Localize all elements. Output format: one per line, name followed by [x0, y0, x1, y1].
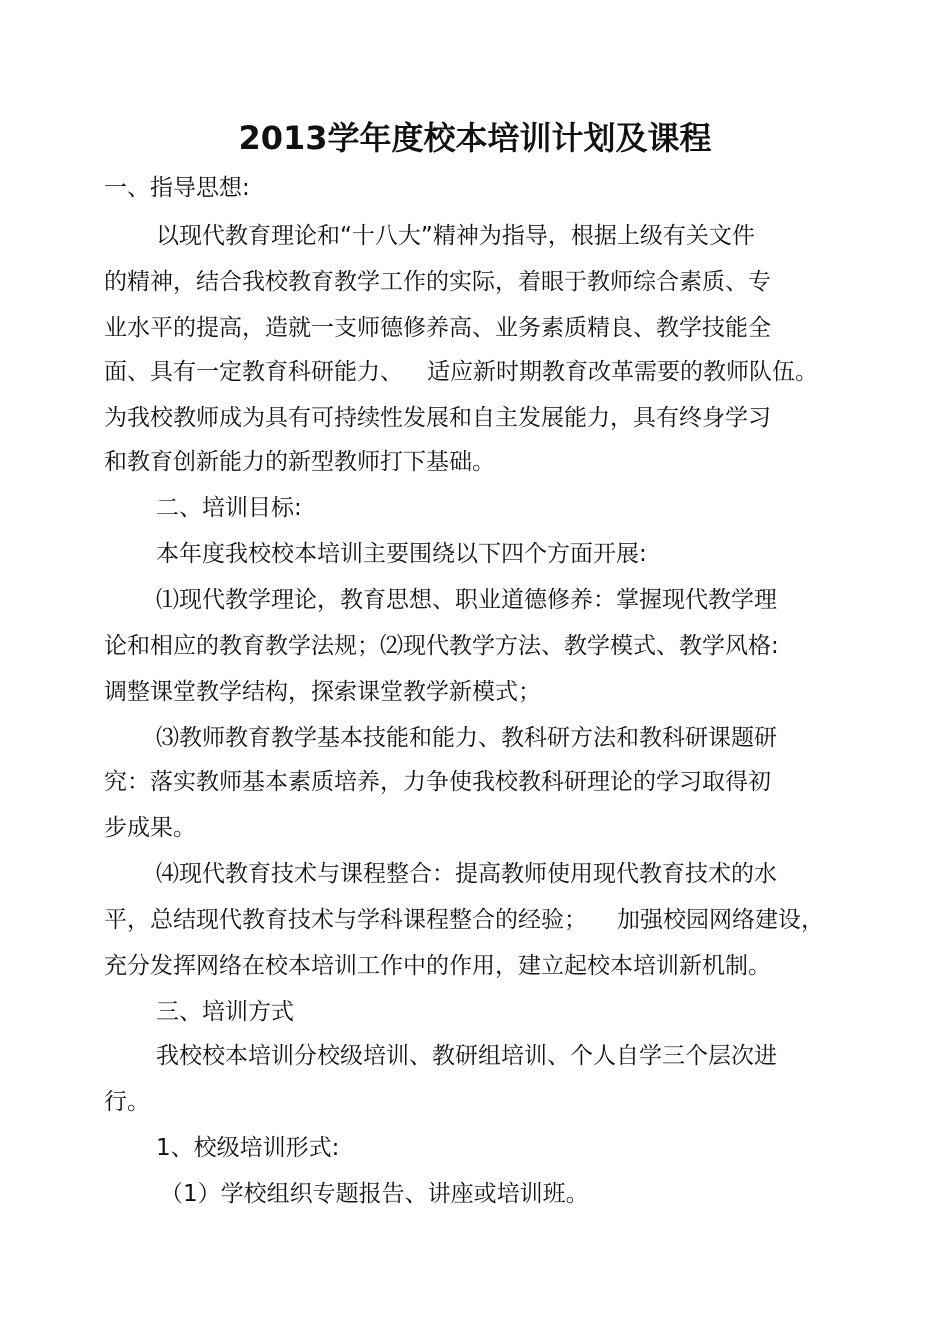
paragraph-line — [104, 904, 824, 936]
paragraph-line: 的精神，结合我校教育教学工作的实际，着眼于教师综合素质、专 — [104, 269, 771, 295]
paragraph-line: 我校校本培训分校级培训、教研组培训、个人自学三个层次进 — [156, 1043, 777, 1069]
document-title: 2013学年度校本培训计划及课程 — [238, 119, 712, 157]
paragraph-line: ⑶教师教育教学基本技能和能力、教科研方法和教科研课题研 — [156, 725, 777, 751]
paragraph-line: 调整课堂教学结构，探索课堂教学新模式； — [104, 679, 541, 705]
paragraph-line-part: 面、具有一定教育科研能力、 — [104, 359, 403, 385]
paragraph-line: 以现代教育理论和“十八大”精神为指导，根据上级有关文件 — [156, 223, 755, 249]
paragraph-line: 和教育创新能力的新型教师打下基础。 — [104, 449, 495, 475]
paragraph-line: 论和相应的教育教学法规；⑵现代教学方法、教学模式、教学风格: — [104, 633, 779, 659]
paragraph-line: 行。 — [104, 1089, 150, 1115]
paragraph-line: ⑴现代教学理论，教育思想、职业道德修养：掌握现代教学理 — [156, 587, 777, 613]
list-item: （1）学校组织专题报告、讲座或培训班。 — [160, 1181, 589, 1207]
paragraph-line: ⑷现代教育技术与课程整合：提高教师使用现代教育技术的水 — [156, 861, 777, 887]
paragraph-line: 本年度我校校本培训主要围绕以下四个方面开展: — [156, 541, 647, 567]
paragraph-line: 为我校教师成为具有可持续性发展和自主发展能力，具有终身学习 — [104, 405, 771, 431]
paragraph-line: 究：落实教师基本素质培养，力争使我校教科研理论的学习取得初 — [104, 769, 771, 795]
paragraph-line: 步成果。 — [104, 815, 196, 841]
paragraph-line-part: 适应新时期教育改革需要的教师队伍。 — [427, 359, 818, 385]
section-heading-training-goals: 二、培训目标: — [156, 495, 302, 521]
paragraph-line-part: 平，总结现代教育技术与学科课程整合的经验； — [104, 907, 587, 933]
section-heading-guiding-thought: 一、指导思想: — [104, 175, 250, 201]
paragraph-line: 充分发挥网络在校本培训工作中的作用，建立起校本培训新机制。 — [104, 953, 771, 979]
subsection-heading-school-training: 1、校级培训形式: — [156, 1135, 340, 1161]
section-heading-training-methods: 三、培训方式 — [156, 999, 294, 1025]
paragraph-line-part: 加强校园网络建设， — [617, 907, 824, 933]
paragraph-line: 业水平的提高，造就一支师德修养高、业务素质精良、教学技能全 — [104, 315, 771, 341]
paragraph-line — [104, 356, 818, 388]
